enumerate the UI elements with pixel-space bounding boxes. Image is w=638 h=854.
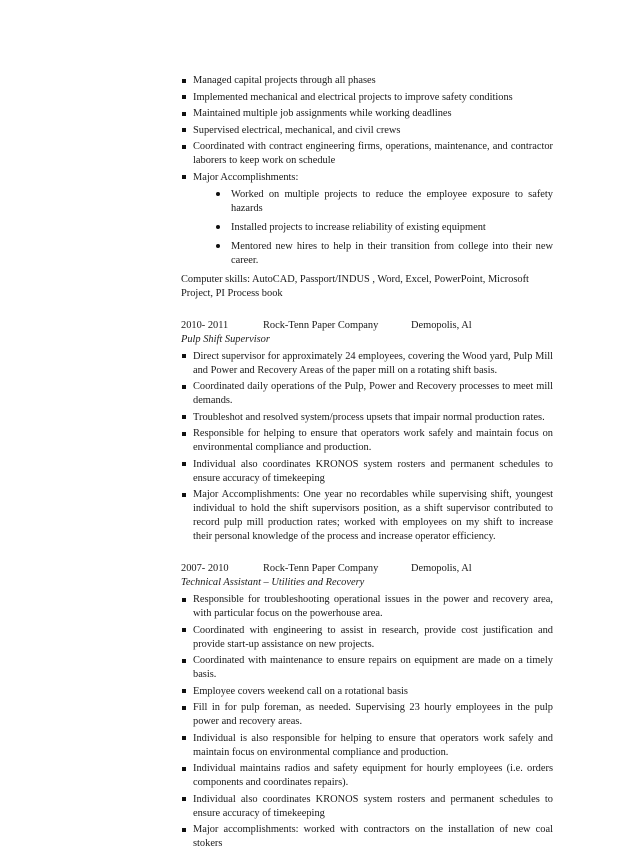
list-item: Individual is also responsible for helping to ensure that operators work safely and maintain focus on environmental compliance and production. [181, 732, 553, 760]
job-years: 2007- 2010 [181, 563, 229, 574]
list-item: Employee covers weekend call on a rotational basis [181, 685, 553, 699]
job-header [181, 562, 553, 576]
list-item: Supervised electrical, mechanical, and civil crews [181, 124, 553, 138]
resume-page [181, 74, 553, 854]
accomplishment-item: Installed projects to increase reliability of existing equipment [193, 221, 553, 235]
job-location: Demopolis, Al [411, 563, 472, 574]
square-bullet-icon [182, 95, 186, 99]
square-bullet-icon [182, 128, 186, 132]
job-bullet-list [181, 350, 553, 545]
list-item: Major accomplishments: worked with contractors on the installation of new coal stokers [181, 823, 553, 851]
list-item: Maintained multiple job assignments while working deadlines [181, 107, 553, 121]
square-bullet-icon [182, 175, 186, 179]
round-bullet-icon [216, 244, 220, 248]
job-company: Rock-Tenn Paper Company [263, 563, 379, 574]
list-item: Responsible for troubleshooting operational issues in the power and recovery area, with particular focus on the powerhouse area. [181, 593, 553, 621]
job-title: Technical Assistant – Utilities and Recovery [181, 577, 365, 588]
square-bullet-icon [182, 828, 186, 832]
accomplishments-list [193, 188, 553, 268]
job-location: Demopolis, Al [411, 319, 472, 331]
square-bullet-icon [182, 145, 186, 149]
list-item: Individual also coordinates KRONOS system rosters and permanent schedules to ensure accuracy of timekeeping [181, 458, 553, 486]
round-bullet-icon [216, 225, 220, 229]
list-item: Major Accomplishments: Worked on multiple projects to reduce the employee exposure to safety hazards Installed projects to increase reliability of existing equipment Mentored new hires to help in their transition from college into their new career. [181, 171, 553, 268]
list-item: Fill in for pulp foreman, as needed. Supervising 23 hourly employees in the pulp power and recovery areas. [181, 701, 553, 729]
list-item: Troubleshot and resolved system/process upsets that impair normal production rates. [181, 411, 553, 425]
accomplishment-item: Worked on multiple projects to reduce the employee exposure to safety hazards [193, 188, 553, 216]
job-bullet-list [181, 593, 553, 851]
list-item: Individual also coordinates KRONOS system rosters and permanent schedules to ensure accuracy of timekeeping [181, 793, 553, 821]
square-bullet-icon [182, 736, 186, 740]
square-bullet-icon [182, 767, 186, 771]
list-item: Coordinated daily operations of the Pulp, Power and Recovery processes to meet mill demands. [181, 380, 553, 408]
square-bullet-icon [182, 385, 186, 389]
square-bullet-icon [182, 797, 186, 801]
square-bullet-icon [182, 415, 186, 419]
list-item: Major Accomplishments: One year no recordables while supervising shift, youngest individual to hold the shift supervisors position, as a shift supervisor contributed to record pulp mill production rates; worked with employees on my shift to increase their personal knowledge of the process and increase operator efficiency. [181, 488, 553, 544]
list-item: Coordinated with maintenance to ensure repairs on equipment are made on a timely basis. [181, 654, 553, 682]
square-bullet-icon [182, 659, 186, 663]
list-item: Responsible for helping to ensure that operators work safely and maintain focus on environmental compliance and production. [181, 427, 553, 455]
list-item: Direct supervisor for approximately 24 employees, covering the Wood yard, Pulp Mill and Power and Recovery Areas of the paper mill on a rotating shift basis. [181, 350, 553, 378]
square-bullet-icon [182, 628, 186, 632]
square-bullet-icon [182, 493, 186, 497]
square-bullet-icon [182, 112, 186, 116]
square-bullet-icon [182, 354, 186, 358]
square-bullet-icon [182, 462, 186, 466]
square-bullet-icon [182, 706, 186, 710]
list-item: Coordinated with contract engineering firms, operations, maintenance, and contractor laborers to keep work on schedule [181, 140, 553, 168]
round-bullet-icon [216, 192, 220, 196]
square-bullet-icon [182, 432, 186, 436]
accomplishment-item: Mentored new hires to help in their transition from college into their new career. [193, 240, 553, 268]
list-item: Individual maintains radios and safety equipment for hourly employees (i.e. orders components and coordinates repairs). [181, 762, 553, 790]
computer-skills: Computer skills: AutoCAD, Passport/INDUS , Word, Excel, PowerPoint, Microsoft Project, PI Process book [181, 273, 529, 299]
square-bullet-icon [182, 598, 186, 602]
job-header [181, 319, 553, 333]
list-item: Implemented mechanical and electrical projects to improve safety conditions [181, 91, 553, 105]
square-bullet-icon [182, 79, 186, 83]
job-years: 2010- 2011 [181, 319, 229, 331]
top-bullet-list [181, 74, 553, 268]
job-title: Pulp Shift Supervisor [181, 333, 270, 345]
list-item: Coordinated with engineering to assist in research, provide cost justification and provide start-up assistance on new projects. [181, 624, 553, 652]
square-bullet-icon [182, 689, 186, 693]
list-item: Managed capital projects through all phases [181, 74, 553, 88]
job-company: Rock-Tenn Paper Company [263, 319, 379, 331]
